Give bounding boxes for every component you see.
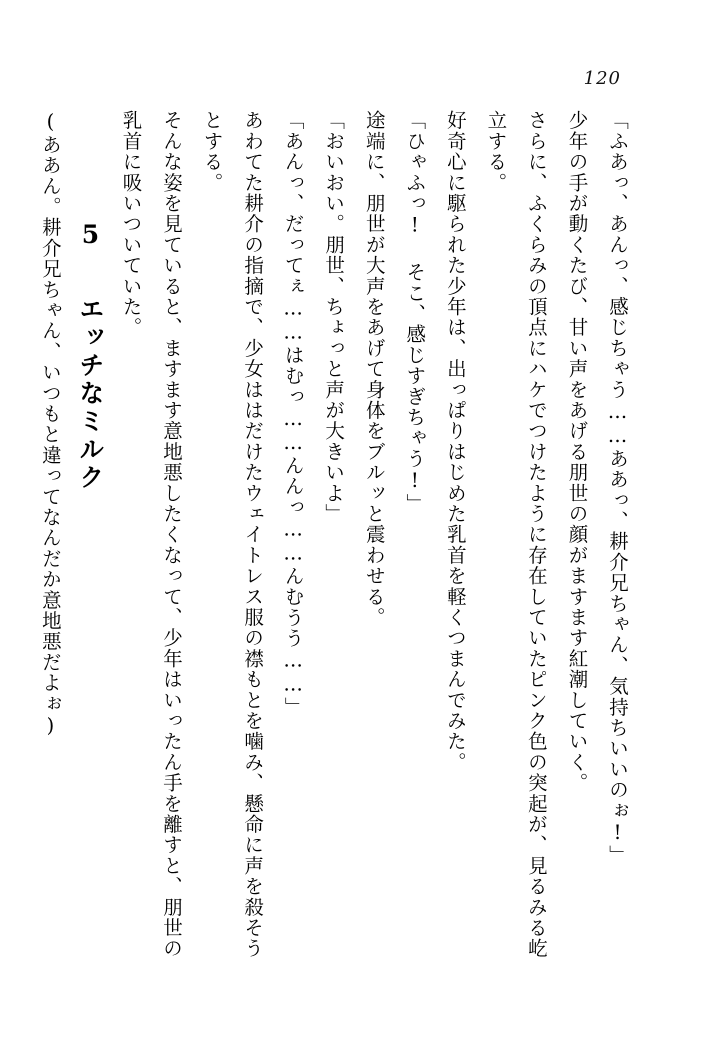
paragraph: (ああん。耕介兄ちゃん、いつもと違ってなんだか意地悪だよぉ) (38, 110, 62, 738)
novel-body-text (38, 110, 637, 970)
chapter-number: 5 (75, 220, 105, 252)
page-number: 120 (583, 68, 621, 89)
paragraph: 「おいおい。朋世、ちょっと声が大きいよ」 (322, 110, 346, 524)
paragraph: 少年の手が動くたび、甘い声をあげる朋世の顔がますます紅潮していく。 (565, 110, 589, 794)
paragraph: 「ふあっ、あんっ、感じちゃう……ああっ、耕介兄ちゃん、気持ちいいのぉ!」 (606, 110, 629, 866)
chapter-heading (70, 110, 110, 970)
paragraph: 好奇心に駆られた少年は、出っぱりはじめた乳首を軽くつまんでみた。 (443, 110, 467, 773)
paragraph: 途端に、朋世が大声をあげて身体をブルッと震わせる。 (362, 110, 386, 628)
paragraph: そんな姿を見ていると、ますます意地悪したくなって、少年はいったん手を離すと、朋世の乳首に吸いついていた。 (119, 110, 183, 959)
paragraph: さらに、ふくらみの頂点にハケでつけたように存在していたピンク色の突起が、見るみる屹立する。 (484, 110, 548, 959)
paragraph: 「あんっ、だってぇ……はむっ……んんっ……んむうう……」 (281, 110, 305, 718)
chapter-title: エッチなミルク (75, 296, 105, 492)
paragraph: 「ひゃふっ! そこ、感じすぎちゃう!」 (403, 110, 427, 514)
paragraph: あわてた耕介の指摘で、少女ははだけたウェイトレス服の襟もとを噛み、懸命に声を殺そうとする。 (200, 110, 265, 959)
